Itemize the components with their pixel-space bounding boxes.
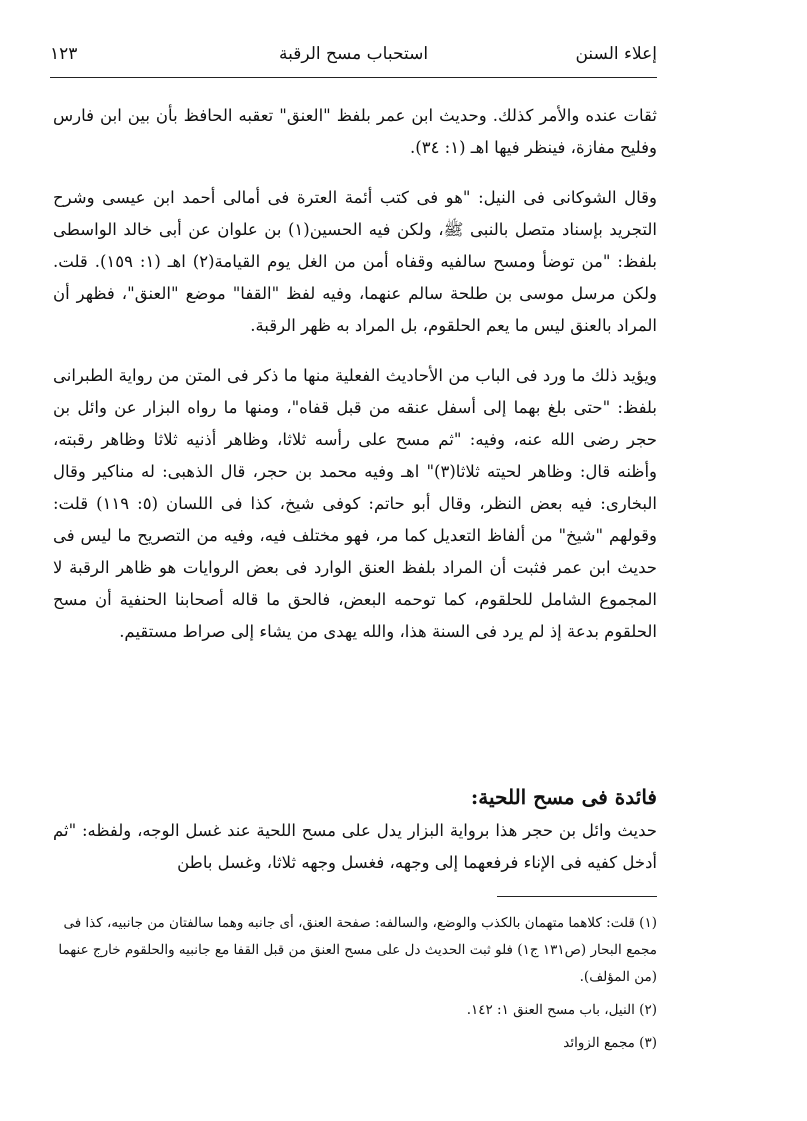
page-number: ١٢٣ [50,44,78,64]
footnote: (٢) النيل، باب مسح العنق ١: ١٤٢. [466,1002,657,1018]
main-text [53,100,657,666]
footnote: (١) قلت: كلاهما متهمان بالكذب والوضع، والسالفه: صفحة العنق، أى جانبه وهما سالفتان من جانبيه، كذا فى مجمع البحار (ص١٣١ ج١) فلو ثبت الحديث دل على مسح العنق من قبل القفا مع جانبيه والحلقوم خارج عنهما (من المؤلف). [58,915,657,985]
chapter-title: استحباب مسح الرقبة [278,44,429,64]
book-title: إعلاء السنن [575,44,657,64]
footnote-divider [497,896,657,897]
section-heading: فائدة فى مسح اللحية: [470,785,657,809]
running-header [50,44,657,74]
paragraph: ثقات عنده والأمر كذلك. وحديث ابن عمر بلفظ "العنق" تعقبه الحافظ بأن بين ابن فارس وفليح مفازة، فينظر فيها اهـ (١: ٣٤). [53,106,657,157]
footnote: (٣) مجمع الزوائد [563,1035,657,1051]
header-divider [50,77,657,78]
footnotes [53,910,657,1063]
section-text [53,815,657,879]
paragraph: حديث وائل بن حجر هذا برواية البزار يدل على مسح اللحية عند غسل الوجه، ولفظه: "ثم أدخل كفيه فى الإناء فرفعهما إلى وجهه، فغسل وجهه ثلاثا، وغسل باطن [53,821,657,872]
paragraph: وقال الشوكانى فى النيل: "هو فى كتب أئمة العترة فى أمالى أحمد ابن عيسى وشرح التجريد بإسناد متصل بالنبى ﷺ، ولكن فيه الحسين(١) بن علوان عن أبى خالد الواسطى بلفظ: "من توضأ ومسح سالفيه وقفاه أمن من الغل يوم القيامة(٢) اهـ (١: ١٥٩). قلت. ولكن مرسل موسى بن طلحة سالم عنهما، وفيه لفظ "القفا" موضع "العنق"، فظهر أن المراد بالعنق ليس ما يعم الحلقوم، بل المراد به ظهر الرقبة. [53,188,658,335]
paragraph: ويؤيد ذلك ما ورد فى الباب من الأحاديث الفعلية منها ما ذكر فى المتن من رواية الطبرانى بلفظ: "حتى بلغ بهما إلى أسفل عنقه من قبل قفاه"، ومنها ما رواه البزار عن وائل بن حجر رضى الله عنه، وفيه: "ثم مسح على رأسه ثلاثا، وظاهر أذنيه ثلاثا وظاهر رقبته، وأظنه قال: وظاهر لحيته ثلاثا(٣)" اهـ وفيه محمد بن حجر، قال الذهبى: له مناكير وقال البخارى: فيه بعض النظر، وقال أبو حاتم: كوفى شيخ، كذا فى اللسان (٥: ١١٩) قلت: وقولهم "شيخ" من ألفاظ التعديل كما مر، فهو مختلف فيه، وفيه من التصريح ما ليس فى حديث ابن عمر فثبت أن المراد بلفظ العنق الوارد فى بعض الروايات هو ظاهر الرقبة لا المجموع الشامل للحلقوم، كما توحمه البعض، فالحق ما قاله أصحابنا الحنفية أن مسح الحلقوم بدعة إذ لم يرد فى السنة هذا، والله يهدى من يشاء إلى صراط مستقيم. [53,366,657,641]
